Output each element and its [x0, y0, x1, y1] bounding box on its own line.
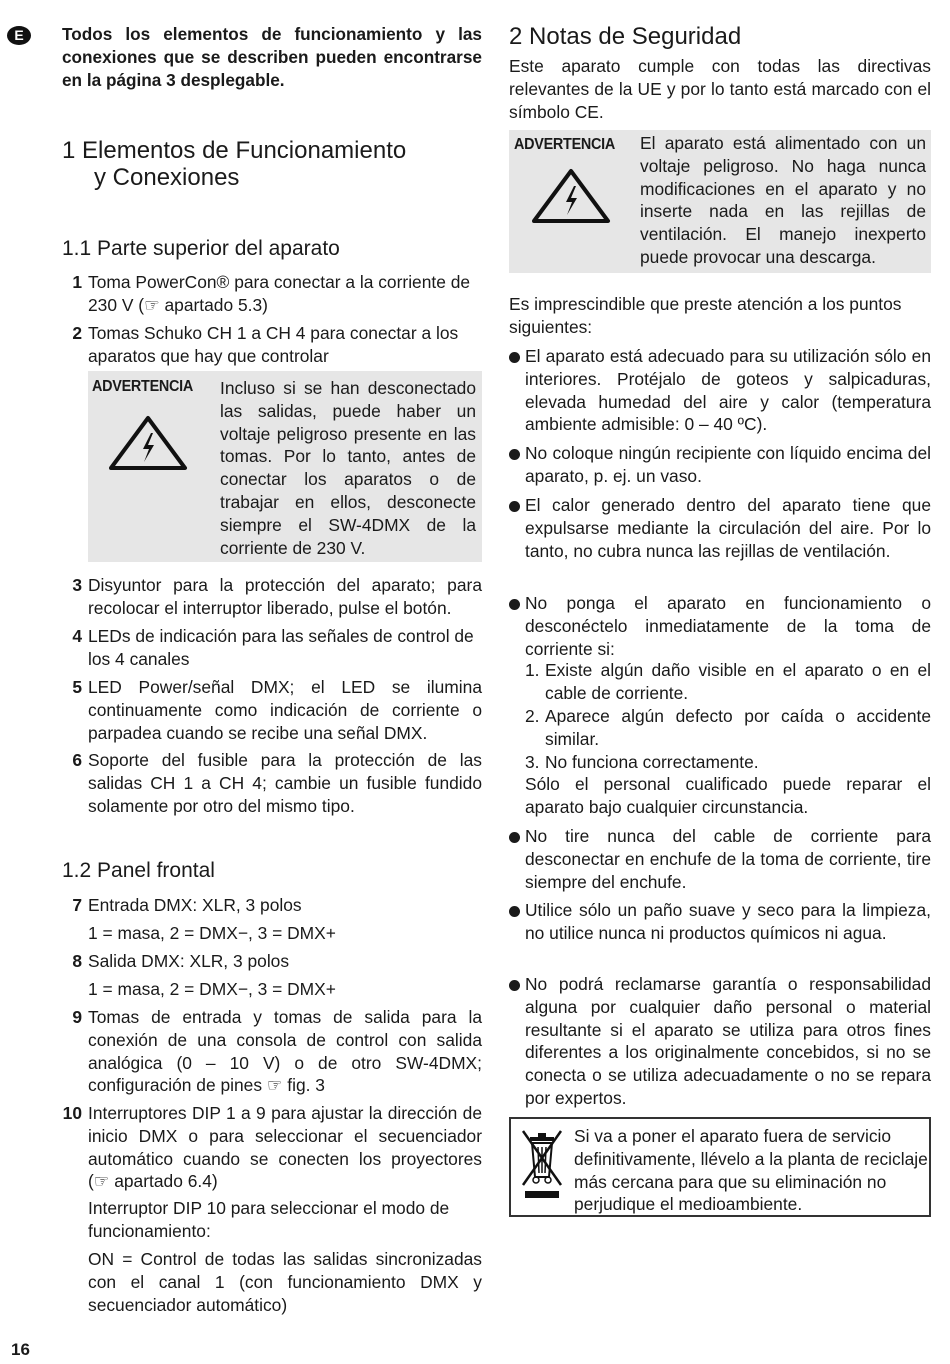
warning-triangle-icon: [108, 415, 188, 471]
list-item: [62, 271, 482, 317]
bullet-text: No ponga el aparato en funcionamiento o desconéctelo inmediatamente de la toma de corriente si:: [525, 593, 931, 659]
item-number: 10: [62, 1103, 82, 1123]
item-text: Interruptores DIP 1 a 9 para ajustar la dirección de inicio DMX o para seleccionar el secuenciador automático cuando se conecten los proyectores (☞ apartado 6.4): [88, 1103, 482, 1192]
item-number: 7: [72, 895, 82, 915]
bullet-icon: [509, 352, 520, 363]
disposal-notice: [509, 1117, 931, 1217]
item-number: 4: [72, 626, 82, 646]
bullet-text: El aparato está adecuado para su utilización sólo en interiores. Protéjalo de goteos y salpicaduras, elevada humedad del aire y calor (temperatura ambiente admisible: 0 – 40 ºC).: [525, 346, 931, 435]
list-item: [62, 676, 482, 744]
bullet-text: No tire nunca del cable de corriente para desconectar en enchufe de la toma de corriente, tire siempre del enchufe.: [525, 826, 931, 892]
item-number: 2: [72, 323, 82, 343]
bullet-item: [509, 973, 931, 1110]
numbered-item-number: 2.: [525, 706, 540, 726]
item-number: 6: [72, 750, 82, 770]
list-item: [62, 322, 482, 368]
item-text: Salida DMX: XLR, 3 polos: [88, 951, 290, 971]
warning-triangle-icon: [531, 168, 611, 224]
bullet-item: [509, 442, 931, 488]
numbered-item-text: Aparece algún defecto por caída o accidente similar.: [545, 706, 931, 749]
list-item: [62, 625, 482, 671]
bullet-text: No podrá reclamarse garantía o responsabilidad alguna por cualquier daño personal o material resultante si el aparato se utiliza para otros fines diferentes a los originalmente concebidos, si no se conecta o se utiliza adecuadamente o no se repara por expertos.: [525, 974, 931, 1108]
warning-label: ADVERTENCIA: [514, 136, 616, 153]
item-number: 1: [72, 272, 82, 292]
pin-assignment: 1 = masa, 2 = DMX−, 3 = DMX+: [88, 979, 336, 999]
disposal-text: Si va a poner el aparato fuera de servicio definitivamente, llévelo a la planta de reciclaje más cercana para que su eliminación no perjudique el medioambiente.: [574, 1126, 928, 1215]
item-number: 8: [72, 951, 82, 971]
bullet-icon: [509, 906, 520, 917]
item-text: Tomas Schuko CH 1 a CH 4 para conectar a los aparatos que hay que controlar: [88, 323, 459, 366]
bullet-text: El calor generado dentro del aparato tiene que expulsarse mediante la circulación del aire. Por lo tanto, no cubra nunca las rejillas de ventilación.: [525, 495, 931, 561]
list-item: [62, 749, 482, 817]
item-text: Toma PowerCon® para conectar a la corriente de 230 V (☞ apartado 5.3): [88, 272, 471, 315]
crossed-bin-icon: [517, 1125, 567, 1201]
numbered-item: [525, 659, 931, 705]
section1-heading-line2: y Conexiones: [94, 164, 240, 191]
numbered-item: [525, 751, 931, 774]
section1-heading: [62, 137, 482, 191]
item-10-subtext: Interruptor DIP 10 para seleccionar el modo de funcionamiento:: [88, 1198, 450, 1241]
bullet-text: No coloque ningún recipiente con líquido encima del aparato, p. ej. un vaso.: [525, 443, 931, 486]
bullet-item: [509, 592, 931, 660]
bullet-icon: [509, 599, 520, 610]
list-item: [62, 1006, 482, 1097]
safety-lead: Es imprescindible que preste atención a los puntos siguientes:: [509, 294, 902, 337]
section2-intro-text: Este aparato cumple con todas las directivas relevantes de la UE y por lo tanto está marcado con el símbolo: [509, 56, 931, 122]
list-item: [62, 950, 482, 973]
language-badge: E: [7, 26, 31, 45]
warning-box: [509, 130, 931, 273]
list-item: [62, 894, 482, 917]
numbered-item-number: 1.: [525, 660, 540, 680]
item-10-on-description: ON = Control de todas las salidas sincronizadas con el canal 1 (con funcionamiento DMX y secuenciador automático): [88, 1249, 482, 1315]
bullet-item: [509, 825, 931, 893]
item-text: Entrada DMX: XLR, 3 polos: [88, 895, 302, 915]
section1-heading-line1: 1 Elementos de Funcionamiento: [62, 137, 407, 164]
item-text: Soporte del fusible para la protección de las salidas CH 1 a CH 4; cambie un fusible fundido solamente por otro del mismo tipo.: [88, 750, 482, 816]
warning-box: [88, 371, 482, 562]
pin-assignment: 1 = masa, 2 = DMX−, 3 = DMX+: [88, 923, 336, 943]
item-text: LEDs de indicación para las señales de control de los 4 canales: [88, 626, 474, 669]
warning-text: El aparato está alimentado con un voltaje peligroso. No haga nunca modificaciones en el aparato y no inserte nada en las rejillas de ventilación. El manejo inexperto puede provocar una descarga.: [640, 133, 926, 267]
bullet-item: [509, 494, 931, 562]
item-text: Disyuntor para la protección del aparato; para recolocar el interruptor liberado, pulse el botón.: [88, 575, 482, 618]
warning-text: Incluso si se han desconectado las salidas, puede haber un voltaje peligroso presente en las tomas. Por lo tanto, antes de conectar los aparatos o de trabajar en ellos, desconecte siempre el SW-4DMX de la corriente de 230 V.: [220, 378, 476, 558]
page-number: 16: [11, 1340, 30, 1359]
numbered-item: [525, 705, 931, 751]
numbered-item-number: 3.: [525, 752, 540, 772]
item-text: LED Power/señal DMX; el LED se ilumina continuamente como indicación de corriente o parpadea cuando se recibe una señal DMX.: [88, 677, 482, 743]
bullet-icon: [509, 449, 520, 460]
bullet-icon: [509, 980, 520, 991]
subsection-1-2-heading: 1.2 Panel frontal: [62, 859, 215, 882]
section2-heading: 2 Notas de Seguridad: [509, 23, 742, 50]
ce-mark-icon: CE.: [574, 101, 604, 122]
bullet-text: Utilice sólo un paño suave y seco para la limpieza, no utilice nunca ni productos químicos ni agua.: [525, 900, 931, 943]
warning-label: ADVERTENCIA: [92, 378, 194, 395]
numbered-item-text: No funciona correctamente.: [545, 752, 759, 772]
item-text: Tomas de entrada y tomas de salida para la conexión de una consola de control con salida analógica (0 – 10 V) o de otro SW-4DMX; configuración de pines ☞ fig. 3: [88, 1007, 482, 1096]
subsection-1-1-heading: 1.1 Parte superior del aparato: [62, 237, 340, 260]
intro-text: Todos los elementos de funcionamiento y las conexiones que se describen pueden encontrarse en la página 3 desplegable.: [62, 24, 482, 90]
bullet-item: [509, 899, 931, 945]
item-number: 9: [72, 1007, 82, 1027]
bullet-icon: [509, 501, 520, 512]
repair-note: Sólo el personal cualificado puede reparar el aparato bajo cualquier circunstancia.: [525, 774, 931, 817]
numbered-item-text: Existe algún daño visible en el aparato o en el cable de corriente.: [545, 660, 931, 703]
section2-intro: [509, 55, 931, 123]
bullet-icon: [509, 832, 520, 843]
list-item: [62, 1102, 482, 1193]
list-item: [62, 574, 482, 620]
item-number: 3: [72, 575, 82, 595]
item-number: 5: [72, 677, 82, 697]
bullet-item: [509, 345, 931, 436]
